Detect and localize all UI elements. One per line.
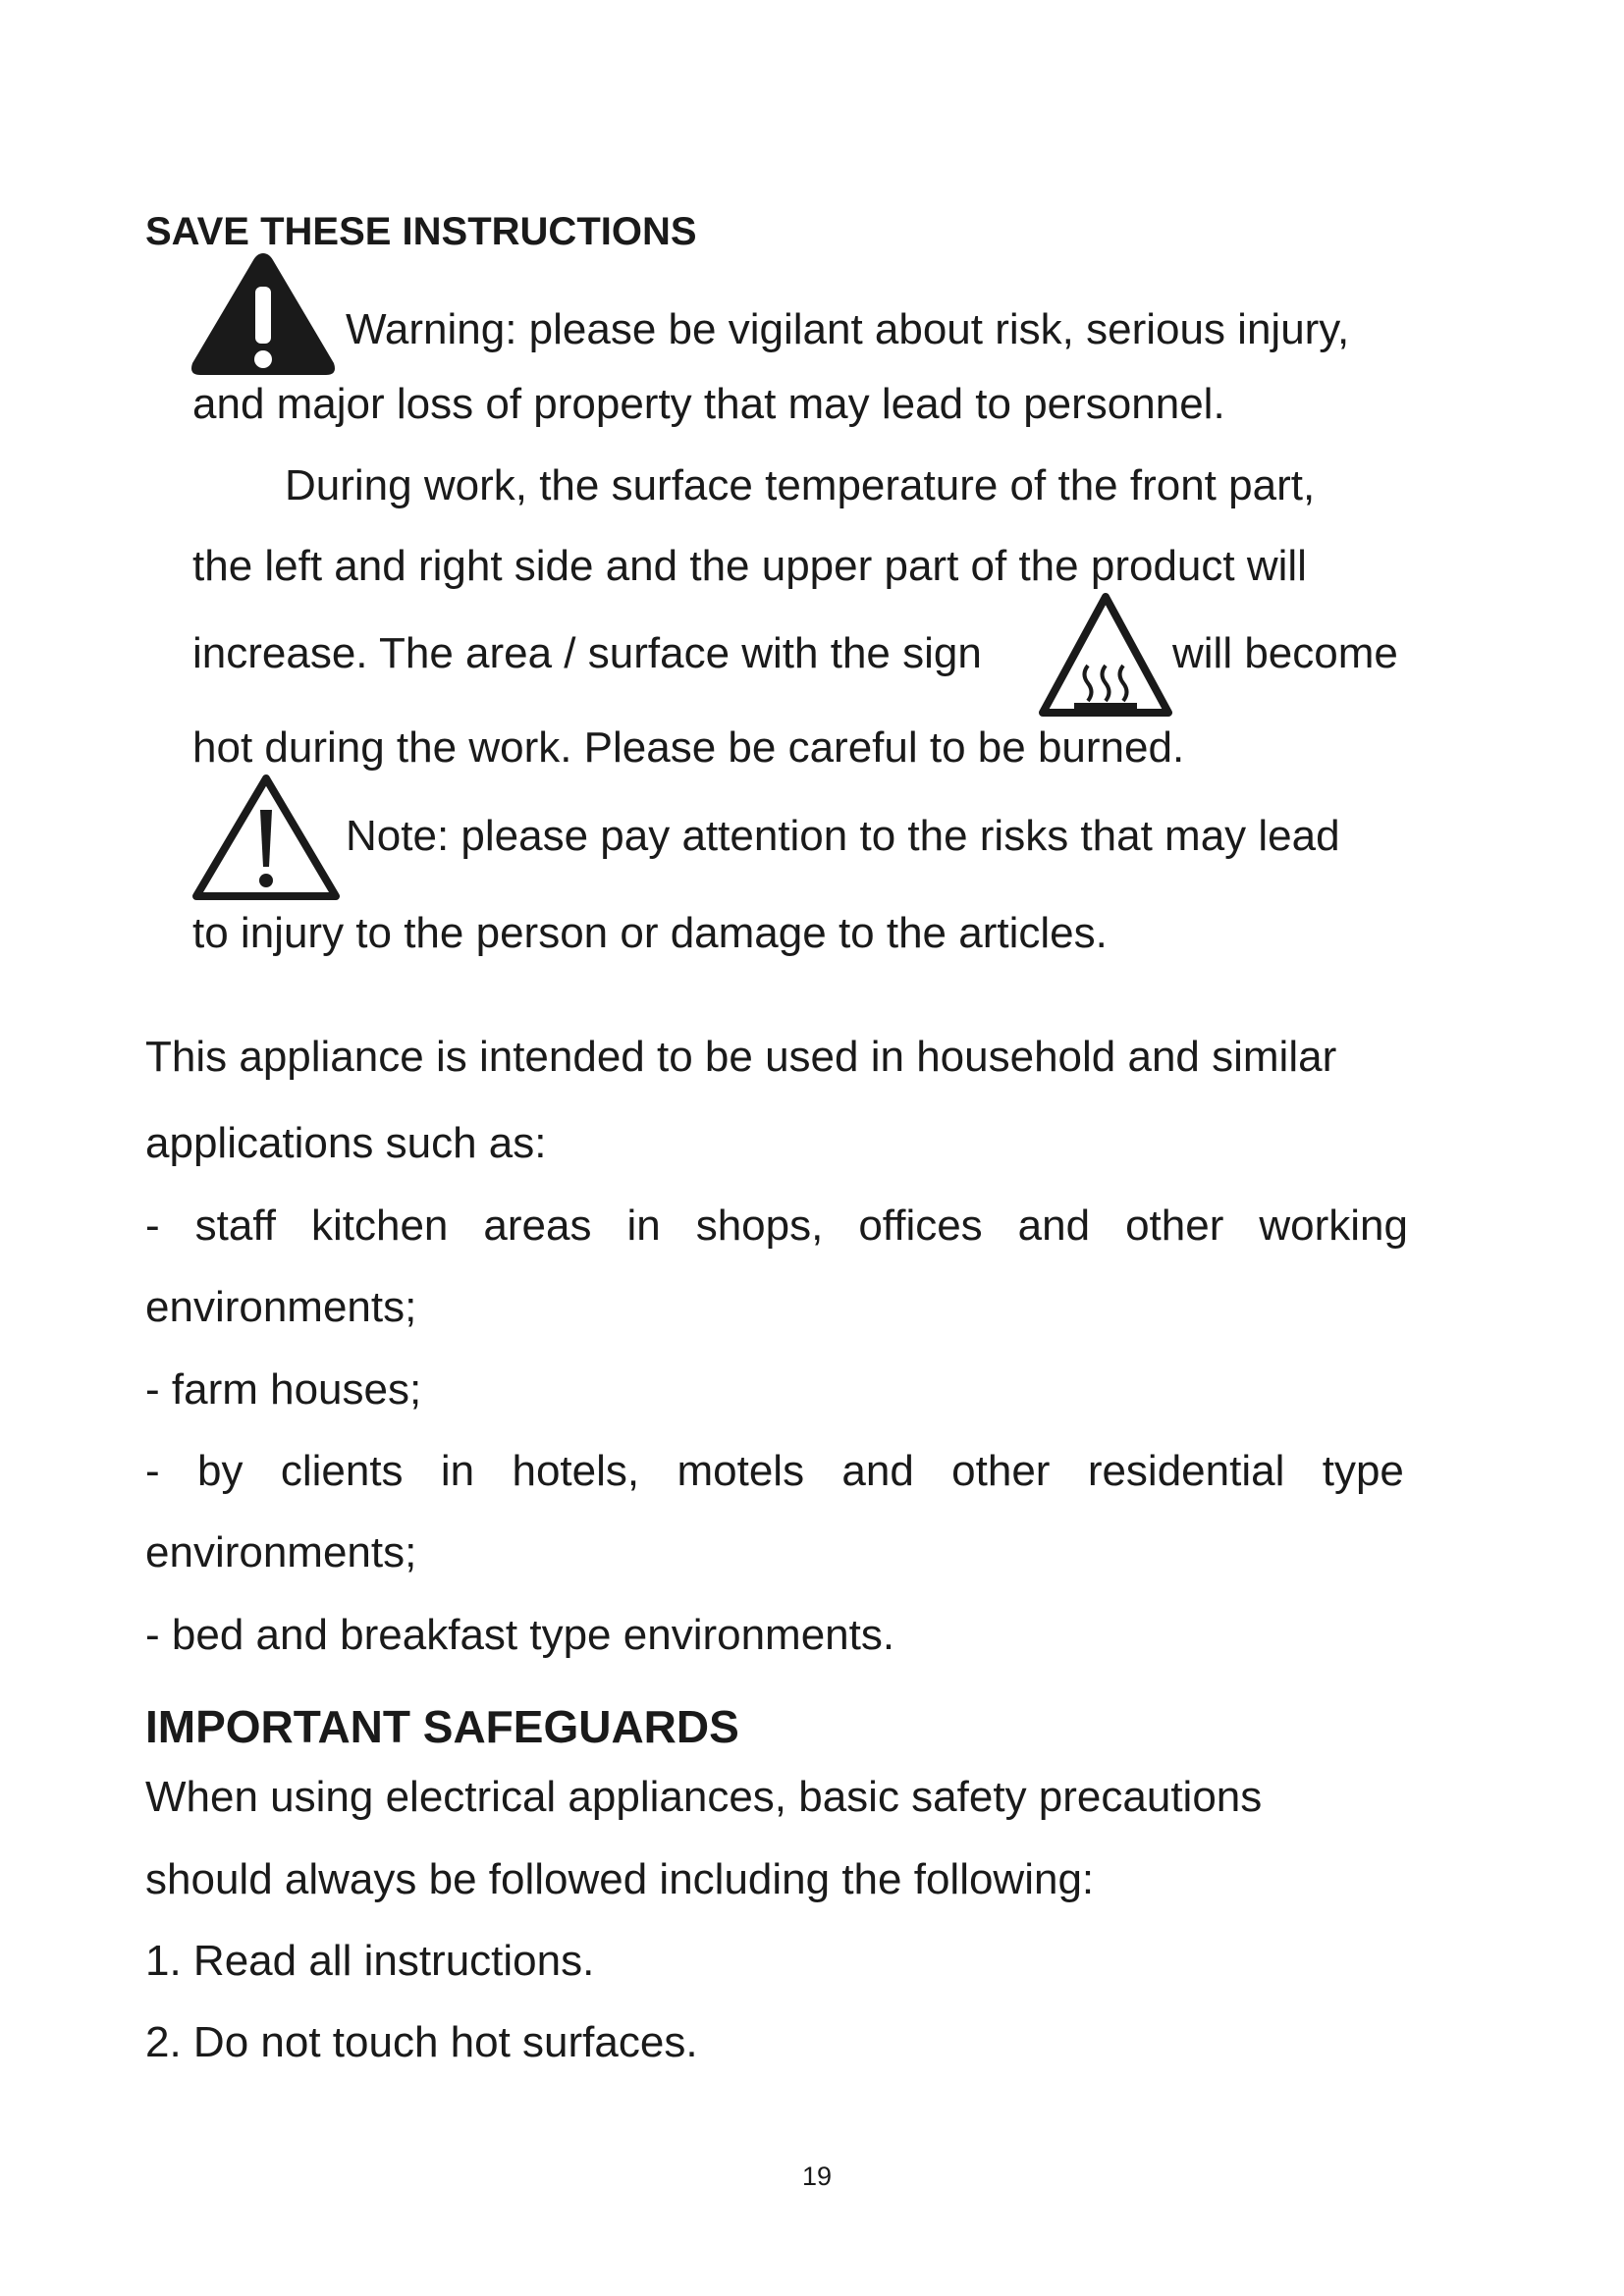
usage-item1-word: offices	[858, 1201, 983, 1250]
warning-text-line2: and major loss of property that may lead to personnel.	[192, 380, 1225, 428]
important-safeguards-heading: IMPORTANT SAFEGUARDS	[145, 1701, 739, 1752]
page-number: 19	[802, 2162, 833, 2191]
usage-line2: applications such as:	[145, 1119, 547, 1167]
usage-item3-word: by	[197, 1447, 244, 1495]
usage-item3-word: other	[951, 1447, 1051, 1495]
warning-text-line1: Warning: please be vigilant about risk, serious injury,	[346, 305, 1350, 353]
usage-item3-continuation: environments;	[145, 1528, 417, 1576]
hot-surface-icon	[1037, 591, 1174, 722]
usage-item1-word: kitchen	[310, 1201, 449, 1250]
usage-item3-word: motels	[677, 1447, 805, 1495]
note-text-line1: Note: please pay attention to the risks that may lead	[346, 812, 1340, 860]
warning-filled-icon	[189, 247, 338, 381]
usage-item1-word: other	[1125, 1201, 1224, 1250]
usage-item1-word: in	[626, 1201, 661, 1250]
usage-item3-word: and	[841, 1447, 914, 1495]
during-text-line3a: increase. The area / surface with the sign	[192, 629, 982, 677]
usage-item1-word: working	[1259, 1201, 1408, 1250]
during-text-line3b: will become	[1172, 629, 1398, 677]
during-text-line1: During work, the surface temperature of the front part,	[285, 461, 1316, 509]
usage-item3	[145, 1447, 1404, 1496]
usage-item1-word: areas	[483, 1201, 592, 1250]
caution-outline-icon	[190, 771, 342, 904]
usage-item1-word: shops,	[695, 1201, 824, 1250]
usage-item3-word: residential	[1087, 1447, 1285, 1495]
safeguards-intro-line1: When using electrical appliances, basic safety precautions	[145, 1773, 1263, 1821]
usage-item2: - farm houses;	[145, 1365, 422, 1414]
usage-item1-word: staff	[194, 1201, 276, 1250]
save-instructions-heading: SAVE THESE INSTRUCTIONS	[145, 210, 697, 253]
usage-item1-continuation: environments;	[145, 1283, 417, 1331]
usage-item1	[145, 1201, 1408, 1251]
safeguard-item-1: 1. Read all instructions.	[145, 1937, 595, 1985]
usage-item3-word: clients	[280, 1447, 404, 1495]
usage-item3-word: in	[440, 1447, 475, 1495]
usage-item4: - bed and breakfast type environments.	[145, 1611, 895, 1659]
during-text-line4: hot during the work. Please be careful to be burned.	[192, 723, 1185, 772]
usage-item1-word: and	[1017, 1201, 1091, 1250]
usage-item1-word: -	[145, 1201, 160, 1250]
usage-line1: This appliance is intended to be used in household and similar	[145, 1033, 1337, 1081]
during-text-line2: the left and right side and the upper part of the product will	[192, 542, 1307, 590]
usage-item3-word: type	[1322, 1447, 1404, 1495]
safeguard-item-2: 2. Do not touch hot surfaces.	[145, 2018, 698, 2066]
usage-item3-word: -	[145, 1447, 160, 1495]
usage-item3-word: hotels,	[512, 1447, 640, 1495]
note-text-line2: to injury to the person or damage to the articles.	[192, 909, 1108, 957]
safeguards-intro-line2: should always be followed including the following:	[145, 1855, 1095, 1903]
